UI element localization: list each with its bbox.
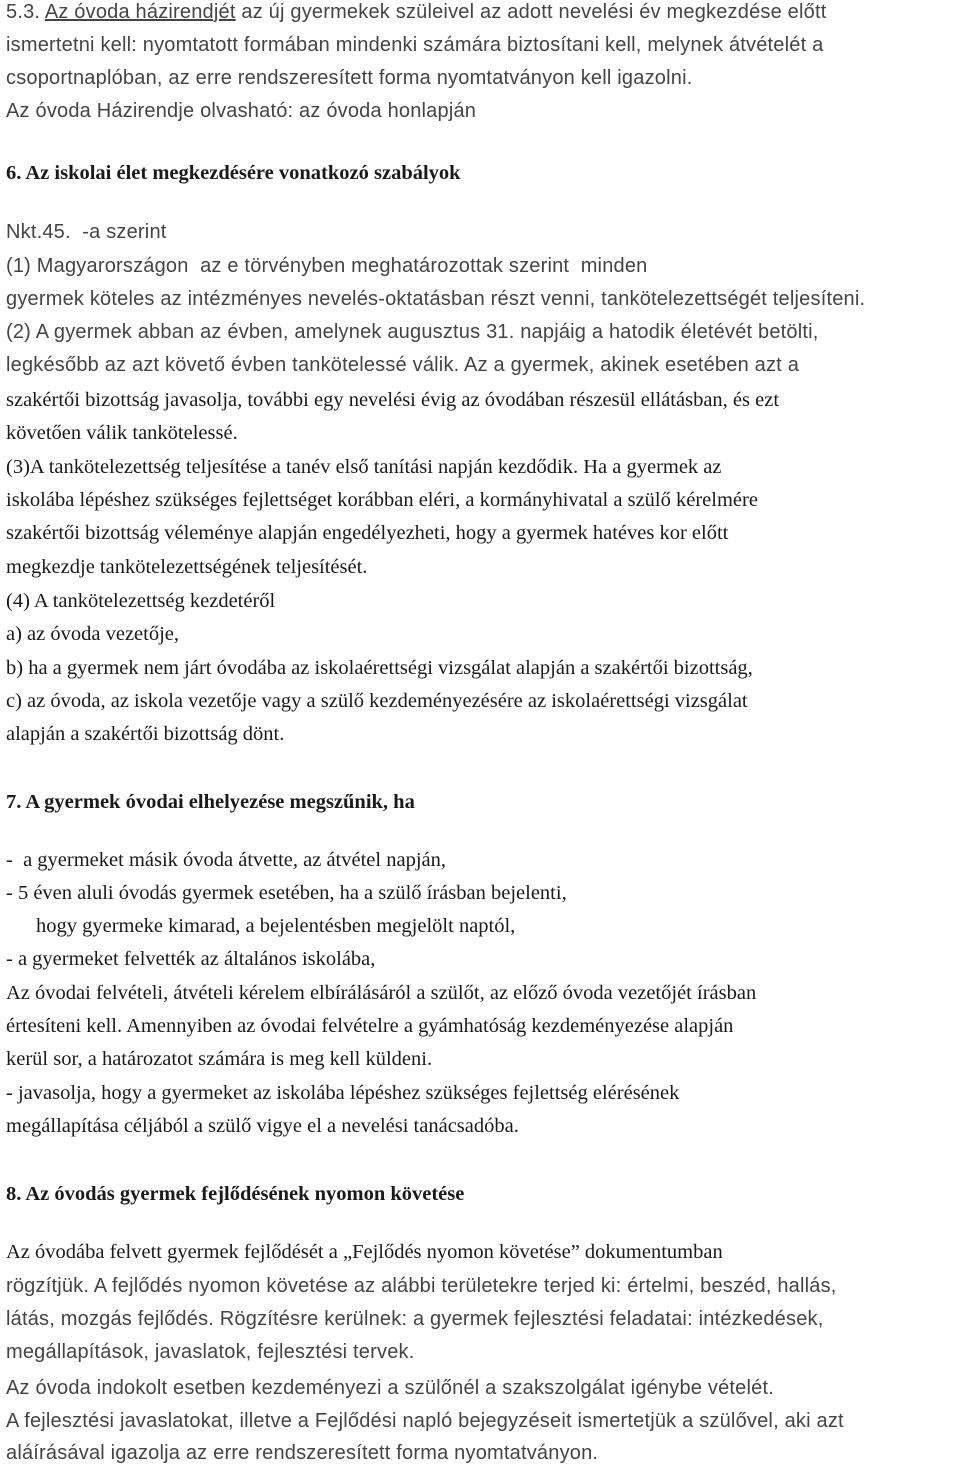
section-6-line: szakértői bizottság véleménye alapján engedélyezheti, hogy a gyermek hatéves kor előtt [6, 522, 729, 544]
section-8-line: rögzítjük. A fejlődés nyomon követése az alábbi területekre terjed ki: értelmi, beszéd, hallás, [6, 1275, 837, 1297]
section-6-line: a) az óvoda vezetője, [6, 623, 180, 645]
section-6-line: (2) A gyermek abban az évben, amelynek augusztus 31. napjáig a hatodik életévét betölti, [6, 321, 819, 343]
section-6-line: legkésőbb az azt követő évben tankötelessé válik. Az a gyermek, akinek esetében azt a [6, 354, 800, 376]
section-8-line: látás, mozgás fejlődés. Rögzítésre kerülnek: a gyermek fejlesztési feladatai: intézkedések, [6, 1308, 824, 1330]
section-7-line: - a gyermeket másik óvoda átvette, az átvétel napján, [6, 849, 446, 871]
section-6-line: követően válik tankötelessé. [6, 422, 238, 444]
hazirend-link[interactable]: Az óvoda házirendjét [44, 1, 236, 23]
section-number: 5.3. [6, 1, 45, 23]
text-run: az új gyermekek szüleivel az adott nevelési év megkezdése előtt [235, 1, 827, 23]
section-5-3-line-4: Az óvoda Házirendje olvasható: az óvoda honlapján [6, 100, 477, 122]
section-6-line: c) az óvoda, az iskola vezetője vagy a szülő kezdeményezésére az iskolaérettségi vizsgálat [6, 690, 748, 712]
section-6-line: Nkt.45. -a szerint [6, 221, 167, 243]
section-6-line: (4) A tankötelezettség kezdetéről [6, 590, 276, 612]
section-6-line: (1) Magyarországon az e törvényben meghatározottak szerint minden [6, 255, 648, 277]
section-6-line: gyermek köteles az intézményes nevelés-oktatásban részt venni, tankötelezettségét teljesíteni. [6, 288, 866, 310]
section-6-line: megkezdje tankötelezettségének teljesítését. [6, 556, 368, 578]
section-8-line: Az óvodába felvett gyermek fejlődését a „Fejlődés nyomon követése” dokumentumban [6, 1241, 723, 1263]
section-7-line: kerül sor, a határozatot számára is meg kell küldeni. [6, 1048, 433, 1070]
section-5-3-line-3: csoportnaplóban, az erre rendszeresített forma nyomtatványon kell igazolni. [6, 67, 693, 89]
section-8-line: Az óvoda indokolt esetben kezdeményezi a szülőnél a szakszolgálat igénybe vételét. [6, 1377, 774, 1399]
section-7-line: - javasolja, hogy a gyermeket az iskolába lépéshez szükséges fejlettség elérésének [6, 1082, 680, 1104]
section-5-3-line-1 [6, 0, 827, 24]
section-6-line: (3)A tankötelezettség teljesítése a tanév első tanítási napján kezdődik. Ha a gyermek az [6, 456, 722, 478]
section-6-line: b) ha a gyermek nem járt óvodába az iskolaérettségi vizsgálat alapján a szakértői bizottság, [6, 657, 753, 679]
section-7-line: értesíteni kell. Amennyiben az óvodai felvételre a gyámhatóság kezdeményezése alapján [6, 1015, 734, 1037]
section-5-3-line-2: ismertetni kell: nyomtatott formában mindenki számára biztosítani kell, melynek átvételét a [6, 34, 824, 56]
section-7-line: hogy gyermeke kimarad, a bejelentésben megjelölt naptól, [36, 915, 516, 937]
section-8-line: aláírásával igazolja az erre rendszeresített forma nyomtatványon. [6, 1442, 599, 1464]
section-7-line: Az óvodai felvételi, átvételi kérelem elbírálásáról a szülőt, az előző óvoda vezetőjét írásban [6, 982, 757, 1004]
section-8-line: A fejlesztési javaslatokat, illetve a Fejlődési napló bejegyzéseit ismertetjük a szülővel, aki azt [6, 1410, 844, 1432]
section-7-heading: 7. A gyermek óvodai elhelyezése megszűnik, ha [6, 791, 415, 813]
section-7-line: - 5 éven aluli óvodás gyermek esetében, ha a szülő írásban bejelenti, [6, 882, 567, 904]
section-6-line: iskolába lépéshez szükséges fejlettséget korábban eléri, a kormányhivatal a szülő kérelmére [6, 489, 758, 511]
section-7-line: - a gyermeket felvették az általános iskolába, [6, 948, 376, 970]
section-7-line: megállapítása céljából a szülő vigye el a nevelési tanácsadóba. [6, 1115, 519, 1137]
section-8-heading: 8. Az óvodás gyermek fejlődésének nyomon követése [6, 1183, 465, 1205]
section-6-line: szakértői bizottság javasolja, további egy nevelési évig az óvodában részesül ellátásban, és ezt [6, 389, 780, 411]
section-6-heading: 6. Az iskolai élet megkezdésére vonatkozó szabályok [6, 162, 461, 184]
section-8-line: megállapítások, javaslatok, fejlesztési tervek. [6, 1341, 415, 1363]
section-6-line: alapján a szakértői bizottság dönt. [6, 723, 285, 745]
